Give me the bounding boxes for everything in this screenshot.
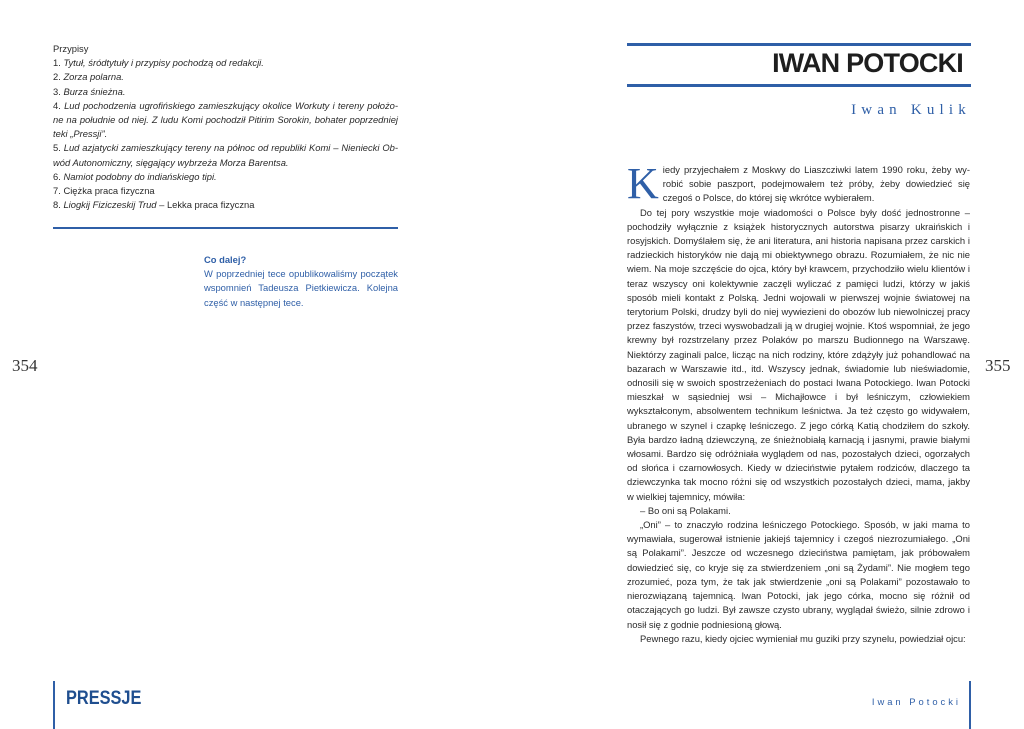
title-rule-top [627, 43, 971, 46]
footnote-item: 4. Lud pochodzenia ugrofińskiego zamieszkujący okolice Workuty i tereny położone na południe od niej. Z ludu Komi pochodził Pitirim Sorokin, bohater poprzedniej teki „Pressji”. [53, 99, 398, 140]
footnote-item: 5. Lud azjatycki zamieszkujący tereny na północ od republiki Komi – Nieniecki Obwód Autonomiczny, sięgający wybrzeża Morza Barentsa. [53, 142, 398, 168]
running-footer: Iwan Potocki [871, 696, 961, 707]
footnote-item: 6. Namiot podobny do indiańskiego tipi. [53, 170, 217, 182]
next-issue-title: Co dalej? [204, 254, 247, 265]
right-page [512, 0, 1024, 729]
footnote-item: 7. Ciężka praca fizyczna [53, 185, 155, 197]
footnote-item: 3. Burza śnieżna. [53, 85, 126, 97]
section-divider [53, 227, 398, 229]
footnote-item: 1. Tytuł, śródtytuły i przypisy pochodzą od redakcji. [53, 57, 264, 69]
body-paragraph: Kiedy przyjechałem z Moskwy do Liaszcziwki latem 1990 roku, żeby wyrobić sobie paszport, podejmowałem też próby, żeby dowiedzieć się czegoś o Polsce, do której się wkrótce wybierałem. [627, 159, 970, 208]
drop-cap: K [627, 159, 659, 208]
pressje-logo: PRESSJE [66, 688, 142, 709]
page-number-left: 354 [12, 356, 38, 375]
article-author: Iwan Kulik [851, 102, 971, 118]
footnotes-list [53, 56, 398, 212]
footer-bar-left [53, 681, 55, 729]
article-title: IWAN POTOCKI [772, 48, 963, 78]
footnote-item: 2. Zorza polarna. [53, 71, 124, 83]
footer-bar-right [969, 681, 971, 729]
next-issue-note [204, 253, 398, 310]
next-issue-text: W poprzedniej tece opublikowaliśmy początek wspomnień Tadeusza Pietkiewicza. Kolejna część w następnej tece. [204, 268, 398, 308]
page-number-right: 355 [985, 356, 1011, 375]
body-paragraph: Pewnego razu, kiedy ojciec wymieniał mu guziki przy szynelu, powiedział ojcu: [640, 632, 966, 644]
footnotes-title: Przypisy [53, 43, 89, 54]
body-paragraph: „Oni” – to znaczyło rodzina leśniczego Potockiego. Sposób, w jaki mama to wymawiała, sugerował istnienie jakiejś tajemnicy i czegoś niezrozumiałego. „Oni są Polakami”. Jeszcze od wczesnego dzieciństwa pamiętam, jak próbowałem dowiedzieć się, co kryje się za stwierdzeniem „oni są Żydami”. Nie mogłem tego zrozumieć, poza tym, że tak jak stwierdzenie „oni są Polakami” pozostawało to nierozwiązaną tajemnicą. Iwan Potocki, jak jego córka, mocno się różnił od otaczających go ludzi. Był zawsze czysto ubrany, wyglądał świeżo, silnie zdrowo i nosił się z godnie podniesioną głową. [627, 519, 970, 630]
footnote-item: 8. Liogkij Fiziczeskij Trud – Lekka praca fizyczna [53, 199, 255, 211]
body-paragraph: – Bo oni są Polakami. [640, 504, 731, 516]
article-body [627, 159, 970, 646]
title-rule-bottom [627, 84, 971, 87]
body-paragraph: Do tej pory wszystkie moje wiadomości o Polsce były dość jednostronne – pochodziły wyłącznie z książek historycznych autorstwa pisarzy ukraińskich i rosyjskich. Domyślałem się, że ani literatura, ani historia napisana przez carskich i radzieckich historyków nie dają mi obiektywnego obrazu. Rozumiałem, że nic nie wiem. Na moje szczęście do ojca, który był krawcem, przychodziło wielu klientów i teraz wszyscy oni kolektywnie zaczęli wyliczać z pamięci ludzi, którzy w jakiś sposób mieli kontakt z Polską. Jedni wojowali w pierwszej wojnie światowej na terytorium Polski, drudzy byli do niej wywiezieni do obozów lub niewolniczej pracy przez faszystów, trzeci wyswobadzali ją w drugiej wojnie. Ktoś wspomniał, że jego krewny był rozstrzelany przez Polaków po marszu Budionnego na Warszawę. Niektórzy zaginali palce, licząc na nich rodziny, które zdążyły już pohandlować na bazarach w Warszawie itd., itd. Wszyscy jednak, świadomie lub nieświadomie, odnosili się w swoich spostrzeżeniach do postaci Iwana Potockiego. Iwan Potocki mieszkał w sąsiedniej wsi – Michajłowce i był leśniczym, człowiekiem wykształconym, absolwentem technikum leśnictwa. Ja też często go widywałem, ubranego w szynel i czapkę leśniczego. Z jego córką Katią chodziłem do szkoły. Była bardzo ładną dziewczyną, ze śnieżnobiałą karnacją i jasnymi, prawie białymi włosami. Bardzo się odróżniała wyglądem od nas, pozostałych dzieci, ogorzałych od słońca i czarnowłosych. Kiedy w dzieciństwie pytałem rodziców, dlaczego ta dziewczynka tak mocno różni się od wszystkich pozostałych dzieci, mama, jakby w wielkiej tajemnicy, mówiła: [627, 206, 970, 502]
footnotes [53, 42, 398, 212]
